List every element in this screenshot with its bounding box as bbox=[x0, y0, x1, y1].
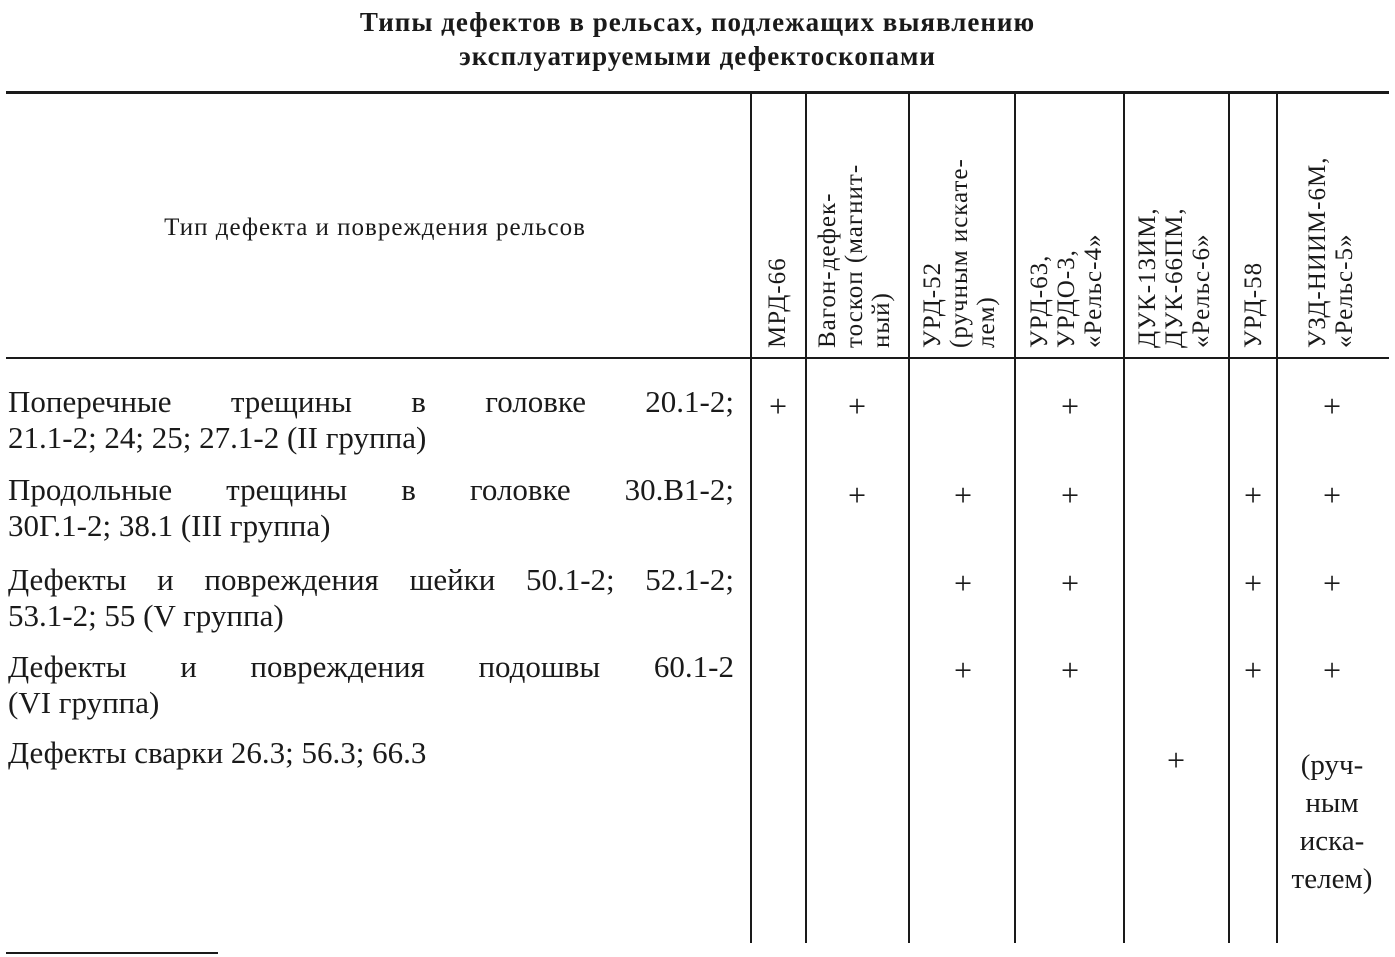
column-header-line: УРДО-3, bbox=[1053, 249, 1080, 348]
row-label-line: Поперечные трещины в головке 20.1-2; bbox=[8, 384, 734, 419]
column-header-line: «Рельс-6» bbox=[1188, 233, 1215, 348]
note-line: телем) bbox=[1291, 863, 1373, 895]
column-header-line: лем) bbox=[973, 296, 1000, 348]
applicability-mark: + bbox=[1060, 477, 1080, 513]
row-label-line: (VI группа) bbox=[8, 685, 160, 720]
applicability-mark: + bbox=[1243, 565, 1263, 601]
row-label-line: 30Г.1-2; 38.1 (III группа) bbox=[8, 508, 331, 543]
applicability-mark: + bbox=[1060, 565, 1080, 601]
column-divider bbox=[1276, 93, 1278, 943]
applicability-mark: + bbox=[1166, 742, 1186, 778]
applicability-mark: + bbox=[768, 388, 788, 424]
table-title-line-2: эксплуатируемыми дефектоскопами bbox=[459, 41, 936, 71]
applicability-mark: + bbox=[1322, 477, 1342, 513]
column-header-line: УРД-63, bbox=[1026, 254, 1053, 348]
column-header-line: ДУК-13ИМ, bbox=[1134, 207, 1161, 348]
applicability-mark: + bbox=[1243, 652, 1263, 688]
column-divider bbox=[1228, 93, 1230, 943]
row-label-line: Дефекты и повреждения шейки 50.1-2; 52.1-2; bbox=[8, 562, 734, 597]
column-header-line: УРД-58 bbox=[1240, 261, 1267, 348]
footnote-rule bbox=[6, 952, 218, 954]
weld-defect-note bbox=[1282, 746, 1382, 898]
note-line: иска- bbox=[1299, 825, 1365, 857]
row-label-line: Дефекты сварки 26.3; 56.3; 66.3 bbox=[8, 735, 427, 770]
column-divider bbox=[1123, 93, 1125, 943]
applicability-mark: + bbox=[953, 652, 973, 688]
applicability-mark: + bbox=[953, 565, 973, 601]
applicability-mark: + bbox=[1322, 652, 1342, 688]
note-line: (руч- bbox=[1300, 749, 1364, 781]
row-label-line: 21.1-2; 24; 25; 27.1-2 (II группа) bbox=[8, 420, 427, 455]
header-bottom-rule bbox=[6, 357, 1389, 359]
column-divider bbox=[805, 93, 807, 943]
row-label-line: Продольные трещины в головке 30.В1-2; bbox=[8, 472, 734, 507]
column-header-line: Вагон-дефек- bbox=[814, 192, 841, 348]
defect-type-column-header: Тип дефекта и повреждения рельсов bbox=[164, 214, 586, 241]
column-header-line: «Рельс-4» bbox=[1080, 233, 1107, 348]
column-header-line: УЗД-НИИМ-6М, bbox=[1304, 156, 1331, 348]
applicability-mark: + bbox=[1322, 565, 1342, 601]
column-header-line: «Рельс-5» bbox=[1331, 233, 1358, 348]
table-title-line-1: Типы дефектов в рельсах, подлежащих выявлению bbox=[359, 7, 1036, 37]
row-label-line: 53.1-2; 55 (V группа) bbox=[8, 598, 284, 633]
applicability-mark: + bbox=[1322, 388, 1342, 424]
column-header-line: МРД-66 bbox=[764, 257, 791, 348]
column-divider bbox=[908, 93, 910, 943]
column-header-line: (ручным искате- bbox=[946, 158, 973, 348]
table-row-label bbox=[8, 649, 734, 721]
column-divider bbox=[1014, 93, 1016, 943]
row-label-line: Дефекты и повреждения подошвы 60.1-2 bbox=[8, 649, 734, 684]
column-header-line: тоскоп (магнит- bbox=[841, 163, 868, 348]
note-line: ным bbox=[1305, 787, 1359, 819]
column-divider bbox=[750, 93, 752, 943]
applicability-mark: + bbox=[1243, 477, 1263, 513]
applicability-mark: + bbox=[1060, 652, 1080, 688]
applicability-mark: + bbox=[847, 388, 867, 424]
applicability-mark: + bbox=[953, 477, 973, 513]
table-row-label bbox=[8, 472, 734, 544]
column-header-line: ДУК-66ПМ, bbox=[1161, 207, 1188, 348]
table-row-label bbox=[8, 735, 734, 771]
applicability-mark: + bbox=[1060, 388, 1080, 424]
column-header-line: ный) bbox=[868, 292, 895, 348]
applicability-mark: + bbox=[847, 477, 867, 513]
table-row-label bbox=[8, 562, 734, 634]
column-header-line: УРД-52 bbox=[919, 261, 946, 348]
table-row-label bbox=[8, 384, 734, 456]
